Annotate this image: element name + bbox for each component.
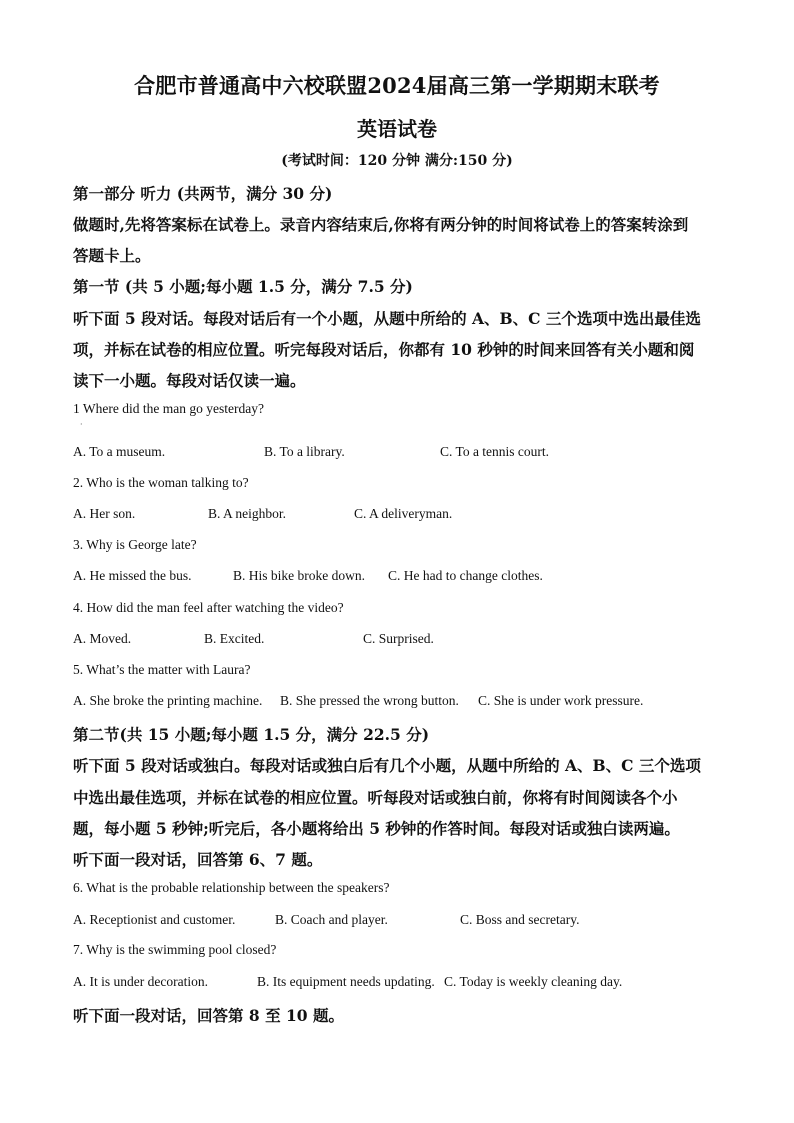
question-stem: 6. What is the probable relationship between the speakers? <box>73 880 390 895</box>
exam-info: (考试时间：120 分钟 满分:150 分) <box>281 153 513 169</box>
option-a: A. He missed the bus. <box>73 568 192 583</box>
exam-title: 合肥市普通高中六校联盟2024届高三第一学期期末联考 <box>134 73 660 98</box>
option-b: B. Coach and player. <box>275 912 388 927</box>
option-c: C. Today is weekly cleaning day. <box>444 974 623 989</box>
option-a: A. It is under decoration. <box>73 974 208 989</box>
section2-line3: 题，每小题 5 秒钟;听完后，各小题将给出 5 秒钟的作答时间。每段对话或独白读两遍。 <box>73 819 680 838</box>
part1-instruction-line2: 答题卡上。 <box>73 246 151 265</box>
option-b: B. She pressed the wrong button. <box>280 693 459 708</box>
option-a: A. Moved. <box>73 631 132 646</box>
option-a: A. She broke the printing machine. <box>73 693 263 708</box>
part1-instruction-line1: 做题时,先将答案标在试卷上。录音内容结束后,你将有两分钟的时间将试卷上的答案转涂到 <box>73 215 689 234</box>
section1-line1: 听下面 5 段对话。每段对话后有一个小题，从题中所给的 A、B、C 三个选项中选出最佳选 <box>73 309 701 328</box>
option-a: A. Her son. <box>73 506 136 521</box>
section2-line1: 听下面 5 段对话或独白。每段对话或独白后有几个小题，从题中所给的 A、B、C 三个选项 <box>73 756 701 775</box>
option-c: C. A deliveryman. <box>354 506 453 521</box>
option-b: B. His bike broke down. <box>233 568 365 583</box>
section1-line3: 读下一小题。每段对话仅读一遍。 <box>73 371 306 390</box>
option-b: B. To a library. <box>264 444 345 459</box>
option-c: C. He had to change clothes. <box>388 568 543 583</box>
section2-line2: 中选出最佳选项，并标在试卷的相应位置。听每段对话或独白前，你将有时间阅读各个小 <box>73 788 678 807</box>
part1-heading: 第一部分 听力 (共两节，满分 30 分) <box>73 184 333 203</box>
question-stem: 5. What’s the matter with Laura? <box>73 662 251 677</box>
exam-subject: 英语试卷 <box>357 117 437 141</box>
option-c: C. To a tennis court. <box>440 444 550 459</box>
option-c: C. She is under work pressure. <box>478 693 644 708</box>
question-stem: 3. Why is George late? <box>73 537 197 552</box>
section1-line2: 项，并标在试卷的相应位置。听完每段对话后，你都有 10 秒钟的时间来回答有关小题和阅 <box>73 340 695 359</box>
option-c: C. Boss and secretary. <box>460 912 580 927</box>
question-stem: 2. Who is the woman talking to? <box>73 475 249 490</box>
option-b: B. Excited. <box>204 631 265 646</box>
option-b: B. A neighbor. <box>208 506 287 521</box>
question-stem: 7. Why is the swimming pool closed? <box>73 942 277 957</box>
question-stem: 1 Where did the man go yesterday? <box>73 401 264 416</box>
option-a: A. To a museum. <box>73 444 166 459</box>
section2-heading: 第二节(共 15 小题;每小题 1.5 分，满分 22.5 分) <box>73 725 430 744</box>
option-b: B. Its equipment needs updating. <box>257 974 435 989</box>
dialog-instruction: 听下面一段对话，回答第 8 至 10 题。 <box>73 1006 344 1025</box>
section1-heading: 第一节 (共 5 小题;每小题 1.5 分，满分 7.5 分) <box>73 277 413 296</box>
dialog-instruction: 听下面一段对话，回答第 6、7 题。 <box>73 850 323 869</box>
option-c: C. Surprised. <box>363 631 434 646</box>
question-stem: 4. How did the man feel after watching the video? <box>73 600 344 615</box>
stray-mark: · <box>80 420 83 429</box>
option-a: A. Receptionist and customer. <box>73 912 236 927</box>
